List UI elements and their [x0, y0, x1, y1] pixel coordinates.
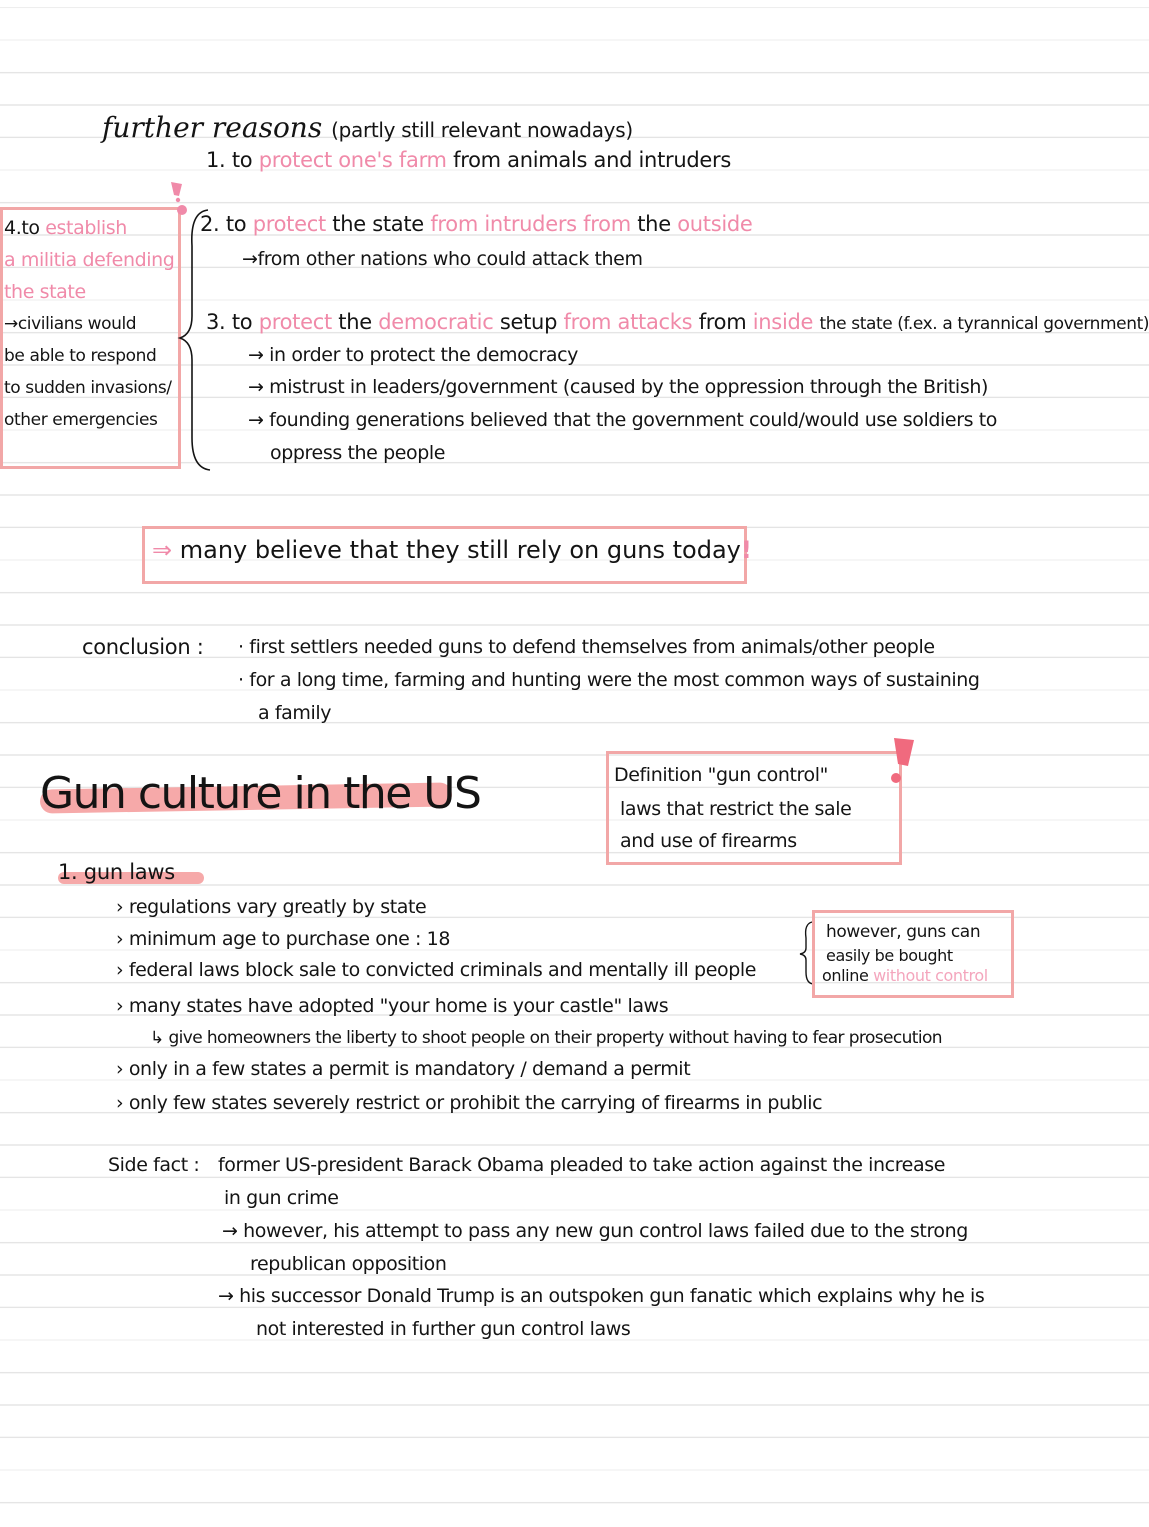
heading-text: further reasons — [102, 111, 323, 144]
reason-number: 1. — [206, 148, 226, 172]
note-highlight: without control — [873, 966, 988, 985]
reason-number: 3. — [206, 310, 226, 334]
reason-highlight: the state — [4, 281, 86, 303]
law-item: › many states have adopted "your home is your castle" laws — [116, 995, 669, 1017]
note-text: online — [822, 966, 869, 985]
reason-4 — [4, 212, 174, 436]
reason-text: the state (f.ex. a tyrannical government) — [819, 314, 1149, 334]
sidefact-line: in gun crime — [224, 1187, 339, 1209]
reason-number: 4. — [4, 217, 22, 239]
law-subitem: ↳ give homeowners the liberty to shoot people on their property without having to fear prosecution — [150, 1028, 942, 1048]
law-item: › minimum age to purchase one : 18 — [116, 928, 451, 950]
sidefact-line: → however, his attempt to pass any new gun control laws failed due to the strong — [222, 1220, 968, 1242]
reason-4-line: →civilians would — [4, 314, 137, 334]
callout-text: many believe that they still rely on guns today — [179, 536, 741, 564]
definition-line: laws that restrict the sale — [620, 798, 852, 820]
reason-text: setup — [499, 310, 558, 334]
note-line: easily be bought — [826, 946, 953, 965]
reason-2 — [200, 212, 753, 236]
reason-highlight: protect — [258, 310, 332, 334]
reason-3 — [206, 310, 1149, 334]
reason-text: to — [231, 148, 253, 172]
conclusion-item: · for a long time, farming and hunting were the most common ways of sustaining — [238, 669, 980, 691]
definition-title: Definition "gun control" — [614, 764, 828, 786]
callout-bang: ! — [740, 536, 752, 564]
reason-3-bullet: oppress the people — [270, 442, 446, 464]
sidefact-line: → his successor Donald Trump is an outspoken gun fanatic which explains why he is — [218, 1285, 985, 1307]
reason-3-bullet: → mistrust in leaders/government (caused by the oppression through the British) — [248, 376, 988, 398]
reason-highlight: a militia defending — [4, 249, 175, 271]
reason-number: 2. — [200, 212, 220, 236]
reason-text: to — [225, 212, 247, 236]
conclusion-item: · first settlers needed guns to defend themselves from animals/other people — [238, 636, 935, 658]
laws-heading: 1. gun laws — [58, 860, 175, 884]
pin-icon — [168, 182, 184, 202]
reason-3-bullet: → founding generations believed that the government could/would use soldiers to — [248, 409, 998, 431]
sidefact-label: Side fact : — [108, 1154, 200, 1176]
sidefact-line: former US-president Barack Obama pleaded to take action against the increase — [218, 1154, 946, 1176]
reason-highlight: from attacks — [563, 310, 693, 334]
reason-highlight: protect — [252, 212, 326, 236]
reason-1 — [206, 148, 731, 172]
law-item: › federal laws block sale to convicted criminals and mentally ill people — [116, 959, 757, 981]
reason-4-line: be able to respond — [4, 346, 157, 366]
section-heading-further-reasons — [102, 111, 633, 144]
reason-3-bullet: → in order to protect the democracy — [248, 344, 578, 366]
callout — [152, 536, 752, 564]
reason-highlight: establish — [45, 217, 127, 239]
conclusion-item: a family — [258, 702, 332, 724]
reason-text: from — [698, 310, 747, 334]
reason-highlight: inside — [752, 310, 814, 334]
definition-line: and use of firearms — [620, 830, 797, 852]
reason-2-sub: →from other nations who could attack them — [242, 248, 643, 270]
reason-text: from animals and intruders — [453, 148, 731, 172]
reason-highlight: from intruders from — [430, 212, 631, 236]
heading-subtitle: (partly still relevant nowadays) — [331, 118, 633, 142]
law-item: › only in a few states a permit is mandatory / demand a permit — [116, 1058, 691, 1080]
reason-text: to — [231, 310, 253, 334]
callout-arrow: ⇒ — [152, 536, 173, 564]
reason-4-line: to sudden invasions/ — [4, 378, 172, 398]
pin-icon — [888, 738, 916, 786]
reason-text: the — [338, 310, 372, 334]
sidefact-line: republican opposition — [250, 1253, 447, 1275]
reason-highlight: democratic — [378, 310, 494, 334]
reason-text: the state — [332, 212, 424, 236]
reason-text: to — [21, 217, 40, 239]
note-line — [822, 966, 988, 985]
reason-highlight: protect one's farm — [258, 148, 447, 172]
law-item: › regulations vary greatly by state — [116, 896, 427, 918]
note-line: however, guns can — [826, 922, 981, 942]
reason-text: the — [637, 212, 671, 236]
section-title: Gun culture in the US — [40, 768, 481, 819]
reason-4-line: other emergencies — [4, 410, 158, 430]
sidefact-line: not interested in further gun control laws — [256, 1318, 631, 1340]
law-item: › only few states severely restrict or prohibit the carrying of firearms in public — [116, 1092, 823, 1114]
brace-icon — [172, 206, 212, 472]
reason-highlight: outside — [677, 212, 753, 236]
conclusion-label: conclusion : — [82, 635, 204, 659]
